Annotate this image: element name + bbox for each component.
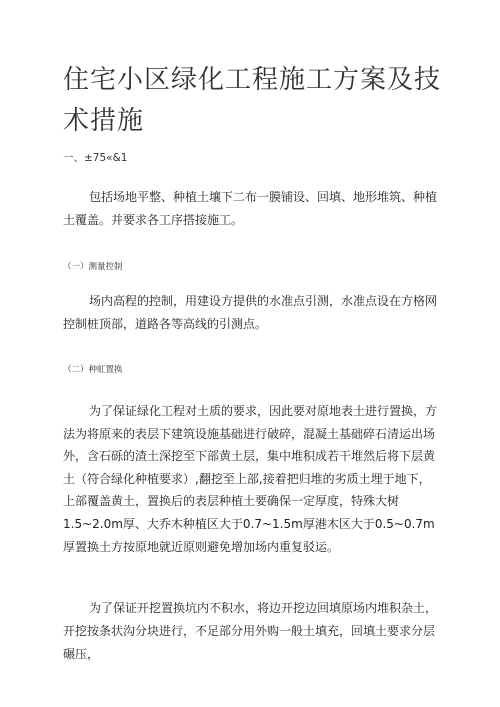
subheading-survey-control: （一）测量控制 xyxy=(63,262,123,272)
document-title: 住宅小区绿化工程施工方案及技术措施 xyxy=(63,65,442,136)
paragraph-4: 为了保证开挖置换坑内不积水，将边开挖边回填原场内堆积杂土，开挖按条状沟分块进行，不足部分用外购一般土填充，回填土要求分层碾压， xyxy=(63,601,438,661)
section-heading: 一、±75«&1 xyxy=(63,152,128,164)
paragraph-3: 为了保证绿化工程对土质的要求，因此要对原地表土进行置换，方法为将原来的表层下建筑设施基础进行破碎，混凝土基础碎石清运出场外，含石砾的渣土深挖至下部黄土层，集中堆积成若干堆然后将下层黄土（符合绿化种植要求）,翻挖至上部,接着把归堆的劣质土埋于地下，上部覆盖黄土，置换后的表层种植土要确保一定厚度，特殊大树1.5~2.0m厚、大乔木种植区大于0.7~1.5m厚港木区大于0.5~0.7m厚置换土方按原地就近原则避免增加场内重复驳运。 xyxy=(63,404,438,554)
subheading-soil-replacement: （二）种虹置换 xyxy=(63,365,123,375)
paragraph-1: 包括场地平整、种植土壤下二布一膜铺设、回填、地形堆筑、种植土覆盖。并要求各工序搭接施工。 xyxy=(63,190,438,227)
paragraph-2: 场内高程的控制，用建设方提供的水准点引测，水准点设在方格网控制桩顶部，道路各等高线的引测点。 xyxy=(63,294,438,331)
